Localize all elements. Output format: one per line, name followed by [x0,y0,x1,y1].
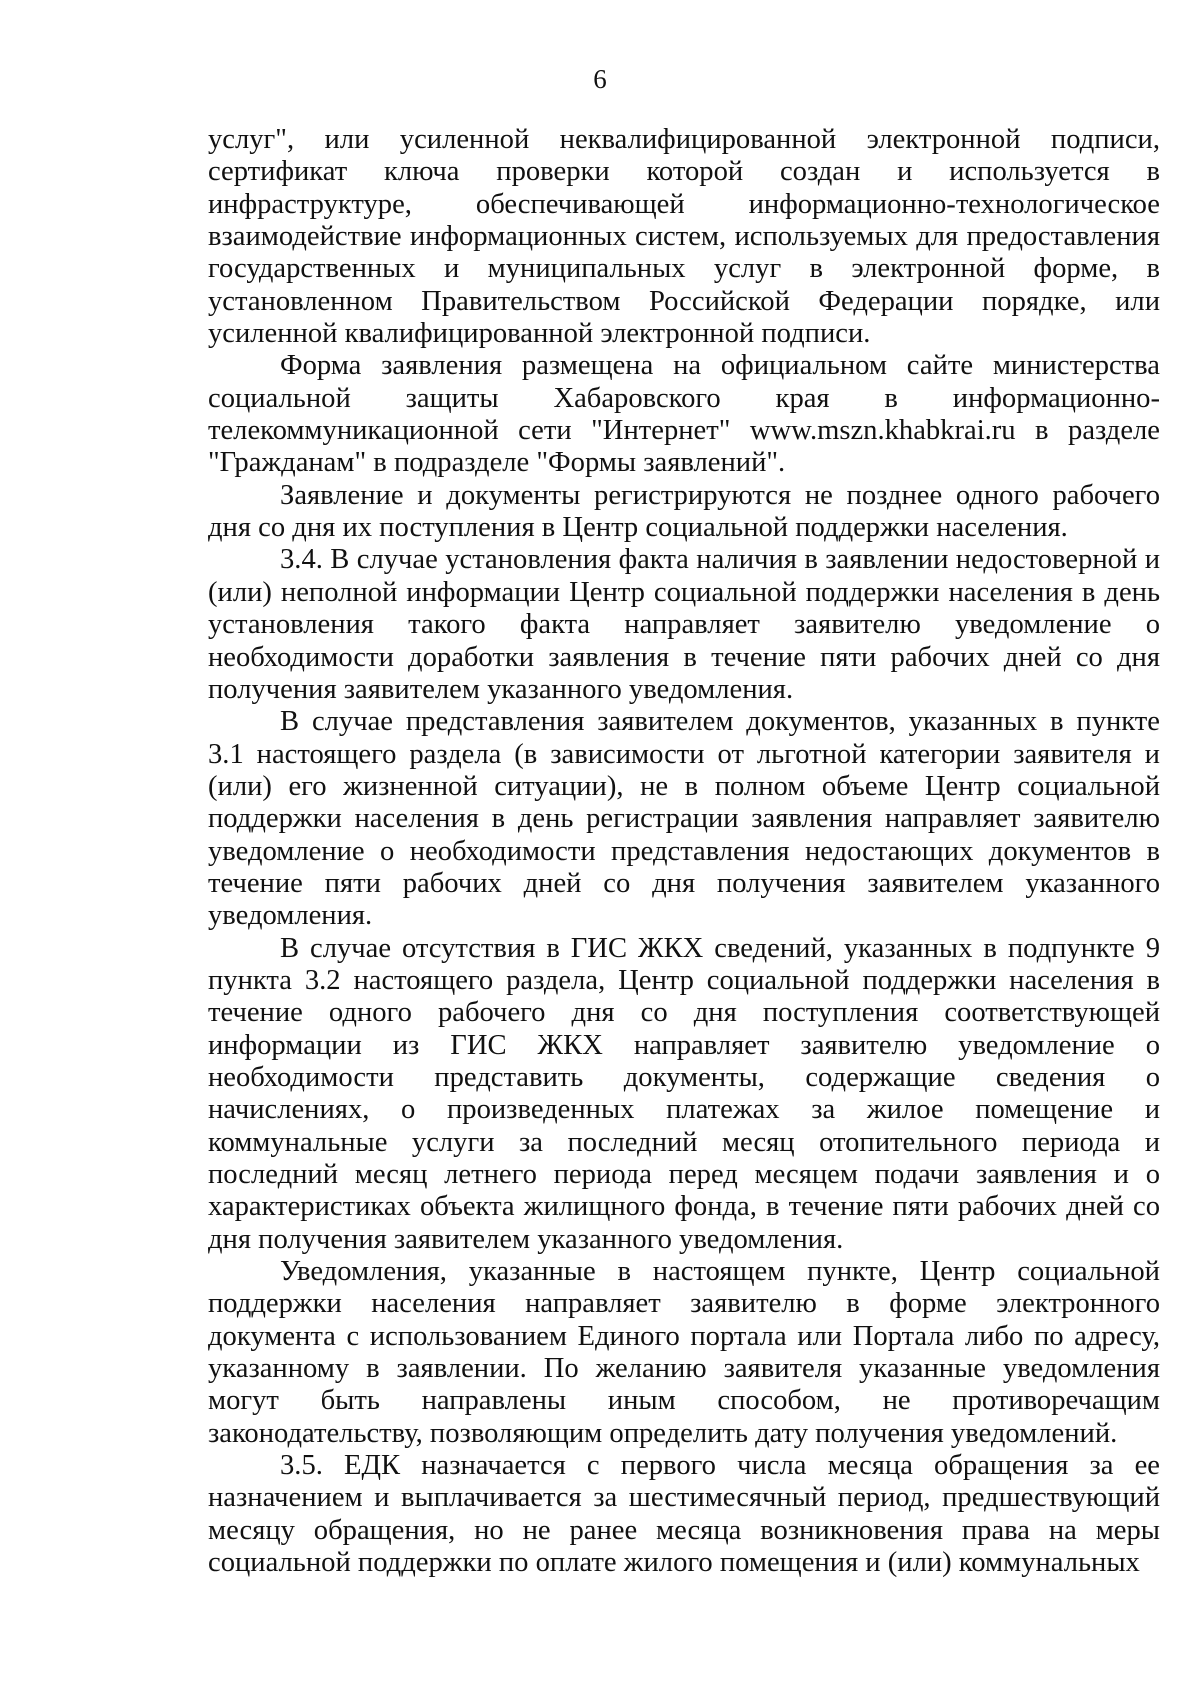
paragraph-incomplete-documents: В случае представления заявителем документов, указанных в пункте 3.1 настоящего раздела (в зависимости от льготной категории заявителя и (или) его жизненной ситуации), не в полном объеме Центр социальной поддержки населения в день регистрации заявления направляет заявителю уведомление о необходимости представления недостающих документов в течение пяти рабочих дней со дня получения заявителем указанного уведомления. [208,706,1160,932]
paragraph-notifications: Уведомления, указанные в настоящем пункте, Центр социальной поддержки населения направляет заявителю в форме электронного документа с использованием Единого портала или Портала либо по адресу, указанному в заявлении. По желанию заявителя указанные уведомления могут быть направлены иным способом, не противоречащим законодательству, позволяющим определить дату получения уведомлений. [208,1256,1160,1449]
paragraph-registration: Заявление и документы регистрируются не позднее одного рабочего дня со дня их поступления в Центр социальной поддержки населения. [208,479,1160,544]
paragraph-3-5: 3.5. ЕДК назначается с первого числа месяца обращения за ее назначением и выплачивается за шестимесячный период, предшествующий месяцу обращения, но не ранее месяца возникновения права на меры социальной поддержки по оплате жилого помещения и (или) коммунальных [208,1450,1160,1579]
paragraph-application-form: Форма заявления размещена на официальном сайте министерства социальной защиты Хабаровского края в информационно-телекоммуникационной сети "Интернет" www.mszn.khabkrai.ru в разделе "Гражданам" в подразделе "Формы заявлений". [208,350,1160,479]
document-body [208,124,1160,1579]
paragraph-signature-continuation: услуг", или усиленной неквалифицированной электронной подписи, сертификат ключа проверки которой создан и используется в инфраструктуре, обеспечивающей информационно-технологическое взаимодействие информационных систем, используемых для предоставления государственных и муниципальных услуг в электронной форме, в установленном Правительством Российской Федерации порядке, или усиленной квалифицированной электронной подписи. [208,124,1160,350]
page-number: 6 [593,64,607,94]
paragraph-3-4: 3.4. В случае установления факта наличия в заявлении недостоверной и (или) неполной информации Центр социальной поддержки населения в день установления такого факта направляет заявителю уведомление о необходимости доработки заявления в течение пяти рабочих дней со дня получения заявителем указанного уведомления. [208,544,1160,705]
paragraph-gis-housing: В случае отсутствия в ГИС ЖКХ сведений, указанных в подпункте 9 пункта 3.2 настоящего раздела, Центр социальной поддержки населения в течение одного рабочего дня со дня поступления соответствующей информации из ГИС ЖКХ направляет заявителю уведомление о необходимости представить документы, содержащие сведения о начислениях, о произведенных платежах за жилое помещение и коммунальные услуги за последний месяц отопительного периода и последний месяц летнего периода перед месяцем подачи заявления и о характеристиках объекта жилищного фонда, в течение пяти рабочих дней со дня получения заявителем указанного уведомления. [208,932,1160,1255]
